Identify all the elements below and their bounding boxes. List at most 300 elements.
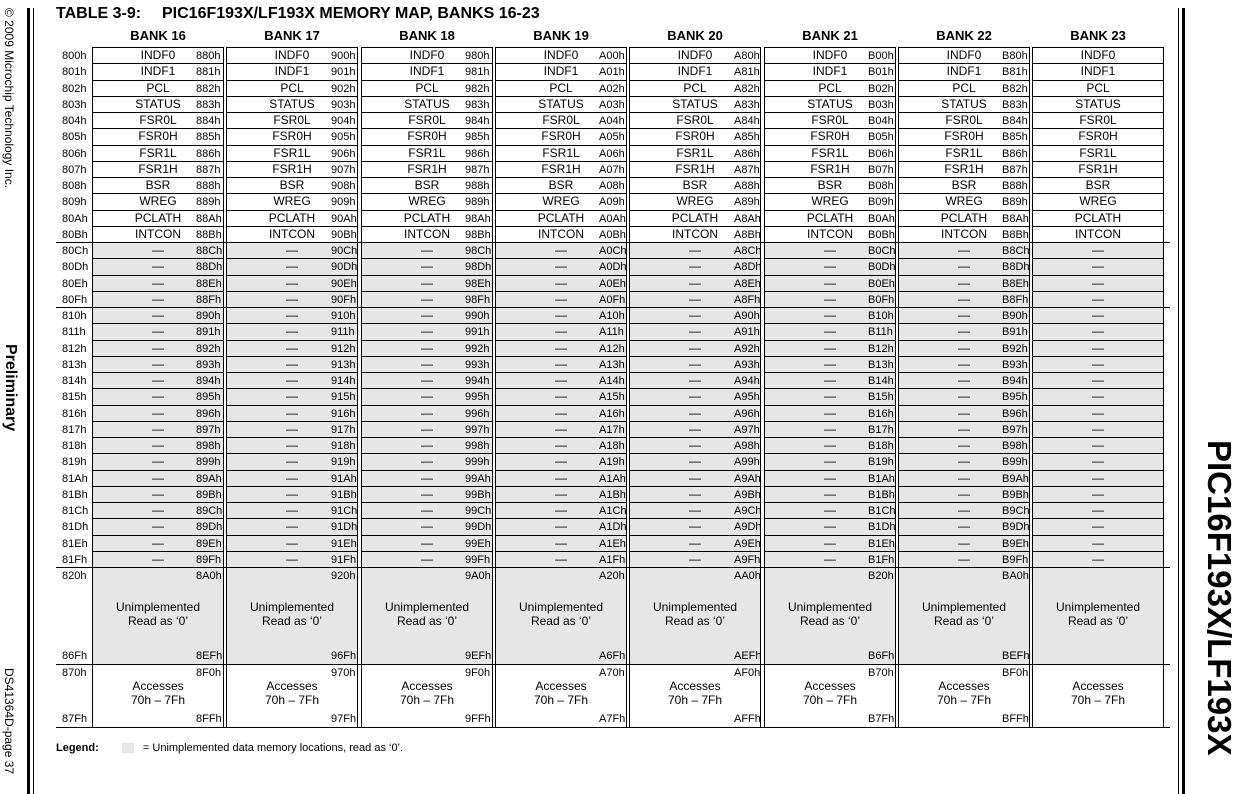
address-label: A1Ch [599,505,627,517]
register-cell: INDF1 [898,64,1030,80]
register-cell: FSR1H [898,162,1030,178]
unimplemented-register-cell: — [92,471,224,487]
unimplemented-register-cell: — [1032,536,1164,552]
address-label: A85h [734,131,760,144]
address-label: 884h [196,115,221,127]
address-label: 911h [331,326,355,339]
unimplemented-register-cell: — [898,243,1030,259]
address-label: 99Fh [465,553,491,566]
address-label: 91Fh [331,553,357,566]
address-label: 802h [62,82,87,95]
address-label: A99h [734,456,760,469]
address-label: 891h [196,326,221,339]
register-cell: PCLATH [361,211,493,227]
register-cell: FSR1H [495,162,627,178]
unimplemented-register-cell: — [1032,276,1164,292]
address-label: B8Eh [1002,277,1029,290]
unimplemented-register-cell: — [226,357,358,373]
unimplemented-register-cell: — [92,487,224,503]
unimplemented-register-cell: — [898,308,1030,324]
unimplemented-register-cell: — [1032,389,1164,405]
address-label: A0Dh [599,261,627,274]
register-cell: INTCON [1032,227,1164,243]
address-label: 897h [196,423,221,436]
address-label: 919h [331,456,356,469]
unimplemented-note-line: Read as ‘0’ [664,614,726,628]
address-label: 905h [331,131,356,144]
register-cell: INDF0 [495,47,627,64]
address-label: 91Ah [331,472,357,485]
accesses-note-line: 70h – 7Fh [1070,693,1126,707]
unimplemented-register-cell: — [361,519,493,535]
unimplemented-register-cell: — [1032,308,1164,324]
unimplemented-register-cell: — [495,454,627,470]
unimplemented-register-cell: — [764,357,896,373]
legend-shade-swatch [122,743,134,753]
address-label: B94h [1002,375,1028,387]
register-cell: FSR0H [1032,129,1164,145]
address-label: 96Fh [331,650,357,662]
unimplemented-register-cell: — [898,536,1030,552]
register-cell: PCL [764,81,896,97]
register-cell: STATUS [898,97,1030,113]
register-cell: INDF0 [92,47,224,64]
address-label: A90h [734,310,760,322]
address-label: 89Ah [196,472,222,485]
unimplemented-register-cell: — [92,406,224,422]
address-label: 819h [62,456,87,469]
register-cell: FSR0L [764,113,896,129]
accesses-note-line: Accesses [401,679,453,693]
address-label: 80Dh [62,261,89,274]
unimplemented-register-cell: — [361,373,493,389]
unimplemented-register-cell: — [495,292,627,308]
address-label: BA0h [1002,570,1029,582]
register-cell: INDF1 [226,64,358,80]
unimplemented-register-cell: — [361,406,493,422]
register-cell: INDF1 [1032,64,1164,80]
unimplemented-register-cell: — [495,519,627,535]
unimplemented-register-cell: — [1032,259,1164,275]
unimplemented-register-cell: — [629,373,761,389]
address-label: 91Ch [331,505,358,517]
unimplemented-register-cell: — [92,519,224,535]
group-separator-line [56,307,1170,308]
address-label: A94h [734,375,760,387]
address-label: A80h [734,50,760,62]
unimplemented-register-cell: — [495,471,627,487]
group-separator-line [56,727,1170,728]
unimplemented-register-cell: — [495,406,627,422]
accesses-note [899,679,1029,707]
register-cell: WREG [629,194,761,210]
unimplemented-register-cell: — [629,324,761,340]
address-label: B9Ch [1002,505,1030,517]
address-label: B1Bh [868,488,895,501]
address-label: 803h [62,98,87,111]
address-label: B8Ah [1002,212,1029,225]
address-label: A0Fh [599,293,626,306]
register-cell: PCL [226,81,358,97]
register-cell: INDF0 [629,47,761,64]
address-label: 8EFh [196,650,223,662]
unimplemented-register-cell: — [898,471,1030,487]
address-label: A07h [599,163,625,176]
address-label: AF0h [734,667,761,679]
accesses-note-line: Accesses [938,679,990,693]
unimplemented-register-cell: — [92,552,224,568]
unimplemented-register-cell: — [898,324,1030,340]
register-cell: WREG [361,194,493,210]
unimplemented-note-line: Unimplemented [921,600,1007,614]
address-label: 91Eh [331,537,357,550]
unimplemented-register-cell: — [1032,243,1164,259]
address-label: A96h [734,407,760,420]
accesses-note [496,679,626,707]
address-label: 989h [465,196,490,209]
table-caption [56,5,540,23]
unimplemented-register-cell: — [764,373,896,389]
address-label: 88Bh [196,228,222,241]
address-label: B0Ah [868,212,895,225]
register-cell: FSR0H [495,129,627,145]
unimplemented-register-cell: — [629,454,761,470]
address-label: B1Fh [868,553,895,566]
address-label: A98h [734,440,760,452]
unimplemented-register-cell: — [764,454,896,470]
group-separator-line [56,567,1170,568]
address-label: 916h [331,407,356,420]
address-label: 80Ch [62,245,89,257]
address-label: B0Ch [868,245,896,257]
unimplemented-register-cell: — [495,552,627,568]
right-rule-thick [1182,8,1185,794]
address-label: 888h [196,180,221,192]
register-cell: INTCON [764,227,896,243]
copyright-text: © 2009 Microchip Technology Inc. [2,8,16,189]
address-label: A83h [734,98,760,111]
unimplemented-register-cell: — [898,519,1030,535]
accesses-note-line: 70h – 7Fh [936,693,992,707]
document-title: PIC16F193X/LF193X [1201,440,1238,756]
address-label: A20h [599,570,625,582]
address-label: B85h [1002,131,1028,144]
register-cell: INDF1 [92,64,224,80]
address-label: A14h [599,375,625,387]
register-cell: FSR0H [226,129,358,145]
register-cell: PCLATH [898,211,1030,227]
accesses-note-line: 70h – 7Fh [533,693,589,707]
unimplemented-register-cell: — [361,276,493,292]
address-label: 903h [331,98,356,111]
accesses-note-line: Accesses [669,679,721,693]
register-cell: INDF0 [898,47,1030,64]
unimplemented-register-cell: — [226,438,358,454]
unimplemented-register-cell: — [629,422,761,438]
address-label: 98Dh [465,261,492,274]
address-label: 908h [331,180,356,192]
address-label: A11h [599,326,624,339]
register-cell: FSR0L [92,113,224,129]
register-cell: STATUS [1032,97,1164,113]
address-label: 999h [465,456,490,469]
address-label: 970h [331,667,356,679]
unimplemented-register-cell: — [764,389,896,405]
address-label: 983h [465,98,490,111]
address-label: 980h [465,50,490,62]
address-label: A1Ah [599,472,626,485]
address-label: A9Eh [734,537,761,550]
unimplemented-register-cell: — [92,292,224,308]
address-label: B1Eh [868,537,895,550]
legend [56,742,403,754]
address-label: BFFh [1002,713,1029,725]
address-label: AEFh [734,650,762,662]
register-cell: FSR1H [629,162,761,178]
address-label: 801h [62,66,87,79]
register-cell: PCLATH [764,211,896,227]
accesses-note-line: Accesses [266,679,318,693]
address-label: A92h [734,342,760,355]
legend-text: = Unimplemented data memory locations, read as ‘0’. [142,742,404,754]
address-label: A12h [599,342,625,355]
register-cell: PCLATH [1032,211,1164,227]
address-label: B84h [1002,115,1028,127]
unimplemented-register-cell: — [629,471,761,487]
unimplemented-register-cell: — [629,292,761,308]
address-label: B81h [1002,66,1028,79]
address-label: A97h [734,423,760,436]
address-label: A1Fh [599,553,626,566]
register-cell: FSR0H [361,129,493,145]
accesses-note [1033,679,1163,707]
unimplemented-register-cell: — [898,487,1030,503]
address-label: 982h [465,82,490,95]
register-cell: INTCON [629,227,761,243]
register-cell: INDF0 [226,47,358,64]
address-label: 807h [62,163,87,176]
accesses-note-line: 70h – 7Fh [130,693,186,707]
address-label: 895h [196,391,221,404]
address-label: 8F0h [196,667,222,679]
address-label: B9Eh [1002,537,1029,550]
address-label: 900h [331,50,356,62]
address-label: B86h [1002,147,1028,160]
unimplemented-register-cell: — [92,373,224,389]
address-label: AFFh [734,713,761,725]
accesses-note-line: Accesses [804,679,856,693]
address-label: B6Fh [868,650,895,662]
unimplemented-register-cell: — [226,341,358,357]
register-cell: FSR1L [629,146,761,162]
unimplemented-register-cell: — [361,536,493,552]
preliminary-label: Preliminary [2,344,19,432]
unimplemented-register-cell: — [629,552,761,568]
address-label: A91h [734,326,760,339]
address-label: 880h [196,50,221,62]
unimplemented-register-cell: — [495,389,627,405]
register-cell: FSR1L [92,146,224,162]
address-label: A86h [734,147,760,160]
register-cell: INDF1 [629,64,761,80]
unimplemented-note [630,600,760,628]
unimplemented-register-cell: — [92,389,224,405]
unimplemented-register-cell: — [92,308,224,324]
address-label: 91Bh [331,488,357,501]
address-label: 9F0h [465,667,491,679]
address-label: 88Eh [196,277,222,290]
unimplemented-register-cell: — [1032,519,1164,535]
address-label: 992h [465,342,490,355]
address-label: B06h [868,147,894,160]
unimplemented-register-cell: — [764,487,896,503]
address-label: 80Ah [62,212,88,225]
address-label: 912h [331,342,356,355]
unimplemented-register-cell: — [495,503,627,519]
unimplemented-register-cell: — [226,308,358,324]
address-label: A08h [599,180,625,192]
table-title: PIC16F193X/LF193X MEMORY MAP, BANKS 16-23 [162,5,540,22]
left-rule-thick [27,8,30,794]
register-cell: FSR1H [226,162,358,178]
address-label: 987h [465,163,490,176]
address-label: 8FFh [196,713,222,725]
address-label: 9EFh [465,650,492,662]
unimplemented-note [93,600,223,628]
register-cell: BSR [1032,178,1164,194]
address-label: 98Fh [465,293,491,306]
address-label: 898h [196,440,221,452]
unimplemented-register-cell: — [1032,454,1164,470]
address-label: B82h [1002,82,1028,95]
register-cell: WREG [495,194,627,210]
unimplemented-register-cell: — [226,406,358,422]
right-rule-thin [1178,8,1179,794]
unimplemented-note [362,600,492,628]
address-label: A01h [599,66,625,79]
address-label: A0Eh [599,277,626,290]
register-cell: FSR1L [361,146,493,162]
unimplemented-note-line: Read as ‘0’ [261,614,323,628]
unimplemented-register-cell: — [764,471,896,487]
unimplemented-register-cell: — [361,292,493,308]
address-label: A8Eh [734,277,761,290]
unimplemented-register-cell: — [898,438,1030,454]
register-cell: WREG [898,194,1030,210]
address-label: B96h [1002,407,1028,420]
left-rule-thin [33,8,34,794]
register-cell: STATUS [226,97,358,113]
address-label: A17h [599,423,625,436]
address-label: 996h [465,407,490,420]
address-label: B08h [868,180,894,192]
address-label: 90Bh [331,228,357,241]
address-label: A04h [599,115,625,127]
address-label: 81Ah [62,472,88,485]
unimplemented-register-cell: — [361,357,493,373]
register-cell: BSR [764,178,896,194]
address-label: B87h [1002,163,1028,176]
unimplemented-register-cell: — [361,454,493,470]
address-label: B8Ch [1002,245,1030,257]
address-label: B7Fh [868,713,895,725]
address-label: B0Dh [868,261,896,274]
address-label: A8Dh [734,261,762,274]
address-label: 984h [465,115,490,127]
address-label: 98Ch [465,245,492,257]
register-cell: FSR0L [361,113,493,129]
address-label: 998h [465,440,490,452]
accesses-note [765,679,895,707]
unimplemented-register-cell: — [226,389,358,405]
address-label: 814h [62,375,87,387]
register-cell: PCL [495,81,627,97]
register-cell: INTCON [226,227,358,243]
unimplemented-note-line: Unimplemented [249,600,335,614]
unimplemented-register-cell: — [764,308,896,324]
unimplemented-register-cell: — [1032,487,1164,503]
unimplemented-register-cell: — [92,324,224,340]
unimplemented-register-cell: — [764,503,896,519]
register-cell: FSR0L [629,113,761,129]
address-label: A9Ch [734,505,762,517]
address-label: B9Dh [1002,521,1030,534]
unimplemented-register-cell: — [361,503,493,519]
address-label: A18h [599,440,625,452]
register-cell: INTCON [898,227,1030,243]
unimplemented-register-cell: — [1032,357,1164,373]
register-cell: FSR1L [898,146,1030,162]
unimplemented-register-cell: — [629,487,761,503]
address-label: 98Eh [465,277,491,290]
address-label: 804h [62,115,87,127]
register-cell: PCL [1032,81,1164,97]
address-label: 892h [196,342,221,355]
unimplemented-note-line: Read as ‘0’ [1067,614,1129,628]
register-cell: STATUS [764,97,896,113]
address-label: B0Fh [868,293,895,306]
register-cell: FSR0H [629,129,761,145]
register-cell: WREG [1032,194,1164,210]
unimplemented-register-cell: — [1032,324,1164,340]
register-cell: PCL [361,81,493,97]
address-label: B97h [1002,423,1028,436]
unimplemented-note [899,600,1029,628]
bank-header: BANK 20 [667,28,723,43]
address-label: A0Bh [599,228,626,241]
unimplemented-register-cell: — [898,292,1030,308]
unimplemented-register-cell: — [764,324,896,340]
address-label: 90Ch [331,245,358,257]
unimplemented-register-cell: — [629,276,761,292]
unimplemented-note-line: Read as ‘0’ [933,614,995,628]
address-label: 806h [62,147,87,160]
register-cell: BSR [361,178,493,194]
address-label: A8Bh [734,228,761,241]
address-label: 818h [62,440,87,452]
unimplemented-register-cell: — [495,438,627,454]
unimplemented-register-cell: — [1032,406,1164,422]
unimplemented-register-cell: — [92,438,224,454]
address-label: B19h [868,456,894,469]
unimplemented-register-cell: — [764,552,896,568]
accesses-note [630,679,760,707]
address-label: 906h [331,147,356,160]
unimplemented-register-cell: — [898,341,1030,357]
bank-header: BANK 16 [130,28,186,43]
unimplemented-register-cell: — [495,487,627,503]
unimplemented-register-cell: — [361,308,493,324]
